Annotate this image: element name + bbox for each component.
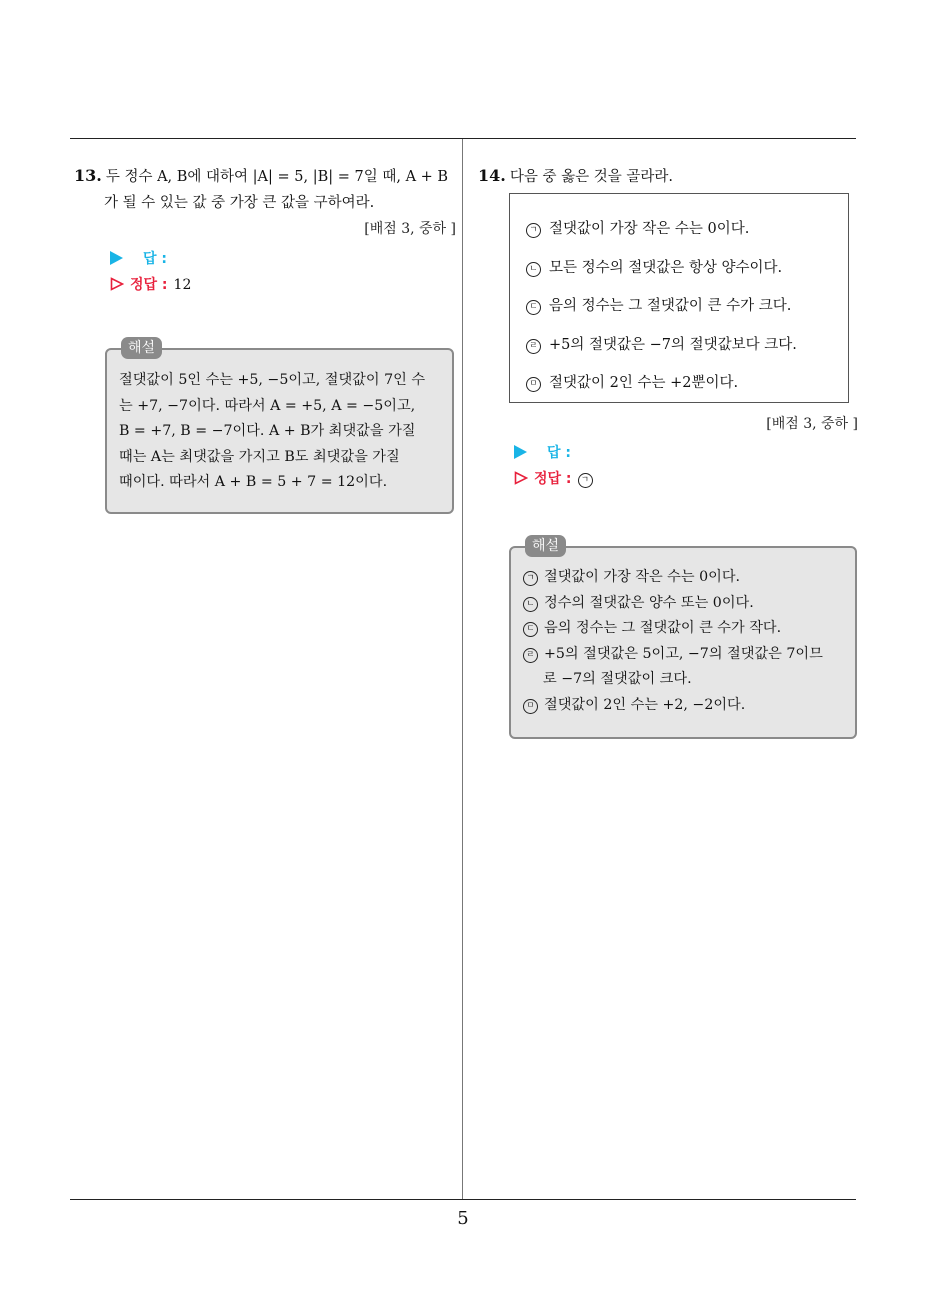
explanation-line-text: +5의 절댓값은 5이고, −7의 절댓값은 7이므 bbox=[544, 645, 823, 662]
page-number: 5 bbox=[457, 1208, 469, 1229]
explanation-line bbox=[523, 565, 849, 591]
top-rule bbox=[70, 138, 856, 139]
circled-letter-icon: ㅁ bbox=[526, 377, 541, 392]
circled-letter-icon: ㄱ bbox=[578, 473, 593, 488]
explanation-line: 때는 A는 최댓값을 가지고 B도 최댓값을 가질 bbox=[119, 448, 400, 465]
question-14 bbox=[478, 163, 858, 190]
circled-letter-icon: ㄹ bbox=[523, 648, 538, 663]
choice-text: +5의 절댓값은 −7의 절댓값보다 크다. bbox=[549, 336, 797, 353]
play-arrow-icon bbox=[514, 445, 527, 459]
column-divider bbox=[462, 139, 463, 1199]
explanation-line-text: 로 −7의 절댓값이 크다. bbox=[543, 671, 692, 687]
choice-text: 절댓값이 2인 수는 +2뿐이다. bbox=[549, 375, 739, 391]
correct-answer-line bbox=[110, 272, 456, 298]
question-13 bbox=[74, 163, 456, 298]
explanation-box-14 bbox=[509, 538, 857, 739]
question-13-score: [배점 3, 중하 ] bbox=[364, 221, 456, 237]
question-14-number: 14. bbox=[478, 166, 506, 185]
circled-letter-icon: ㄱ bbox=[523, 571, 538, 586]
explanation-line bbox=[523, 591, 849, 617]
circled-letter-icon: ㅁ bbox=[523, 699, 538, 714]
question-13-text-2: 가 될 수 있는 값 중 가장 큰 값을 구하여라. bbox=[104, 195, 375, 211]
bottom-rule bbox=[70, 1199, 856, 1200]
circled-letter-icon: ㄹ bbox=[526, 339, 541, 354]
choice-item bbox=[510, 249, 848, 288]
answer-line bbox=[514, 440, 593, 466]
explanation-tag: 해설 bbox=[525, 535, 566, 557]
explanation-text bbox=[119, 368, 441, 496]
question-14-text: 다음 중 옳은 것을 골라라. bbox=[509, 169, 673, 185]
answer-line bbox=[110, 246, 456, 272]
explanation-line-text: 절댓값이 2인 수는 +2, −2이다. bbox=[544, 696, 746, 713]
explanation-text bbox=[523, 565, 849, 718]
answer-area-14 bbox=[514, 440, 593, 492]
choice-text: 모든 정수의 절댓값은 항상 양수이다. bbox=[549, 259, 783, 276]
circled-letter-icon: ㄱ bbox=[526, 223, 541, 238]
question-14-score: [배점 3, 중하 ] bbox=[766, 416, 858, 432]
circled-letter-icon: ㄷ bbox=[523, 622, 538, 637]
explanation-line bbox=[523, 693, 849, 719]
correct-answer-line bbox=[514, 466, 593, 492]
choice-item bbox=[510, 287, 848, 326]
explanation-line-text: 절댓값이 가장 작은 수는 0이다. bbox=[544, 569, 741, 585]
choice-item bbox=[510, 364, 848, 403]
explanation-line bbox=[523, 616, 849, 642]
choice-item bbox=[510, 326, 848, 365]
explanation-line-text: 정수의 절댓값은 양수 또는 0이다. bbox=[544, 594, 754, 611]
circled-letter-icon: ㄴ bbox=[526, 262, 541, 277]
circled-letter-icon: ㄷ bbox=[526, 300, 541, 315]
question-13-text-1: 두 정수 A, B에 대하여 |A| = 5, |B| = 7일 때, A + B bbox=[105, 169, 449, 185]
play-arrow-icon bbox=[110, 251, 123, 265]
explanation-line: B = +7, B = −7이다. A + B가 최댓값을 가질 bbox=[119, 423, 416, 439]
outline-arrow-icon bbox=[110, 277, 124, 291]
correct-answer-label: 정답 : bbox=[130, 277, 168, 293]
question-13-number: 13. bbox=[74, 166, 102, 185]
explanation-line-text: 음의 정수는 그 절댓값이 큰 수가 작다. bbox=[544, 620, 782, 636]
outline-arrow-icon bbox=[514, 471, 528, 485]
explanation-tag: 해설 bbox=[121, 337, 162, 359]
explanation-line: 때이다. 따라서 A + B = 5 + 7 = 12이다. bbox=[119, 474, 388, 490]
explanation-box-13 bbox=[105, 340, 454, 514]
choice-item bbox=[510, 210, 848, 249]
question-13-line1 bbox=[74, 163, 456, 190]
correct-answer-label: 정답 : bbox=[534, 471, 572, 487]
choice-text: 절댓값이 가장 작은 수는 0이다. bbox=[549, 221, 750, 237]
explanation-line: 절댓값이 5인 수는 +5, −5이고, 절댓값이 7인 수 bbox=[119, 372, 426, 388]
explanation-line bbox=[523, 667, 849, 693]
circled-letter-icon: ㄴ bbox=[523, 597, 538, 612]
answer-label: 답 : bbox=[143, 251, 167, 267]
choice-text: 음의 정수는 그 절댓값이 큰 수가 크다. bbox=[549, 298, 792, 314]
answer-label: 답 : bbox=[547, 445, 571, 461]
explanation-line bbox=[523, 642, 849, 668]
correct-answer-value: 12 bbox=[173, 277, 192, 293]
choices-box bbox=[509, 193, 849, 403]
explanation-line: 는 +7, −7이다. 따라서 A = +5, A = −5이고, bbox=[119, 397, 416, 414]
question-14-line bbox=[478, 163, 858, 190]
